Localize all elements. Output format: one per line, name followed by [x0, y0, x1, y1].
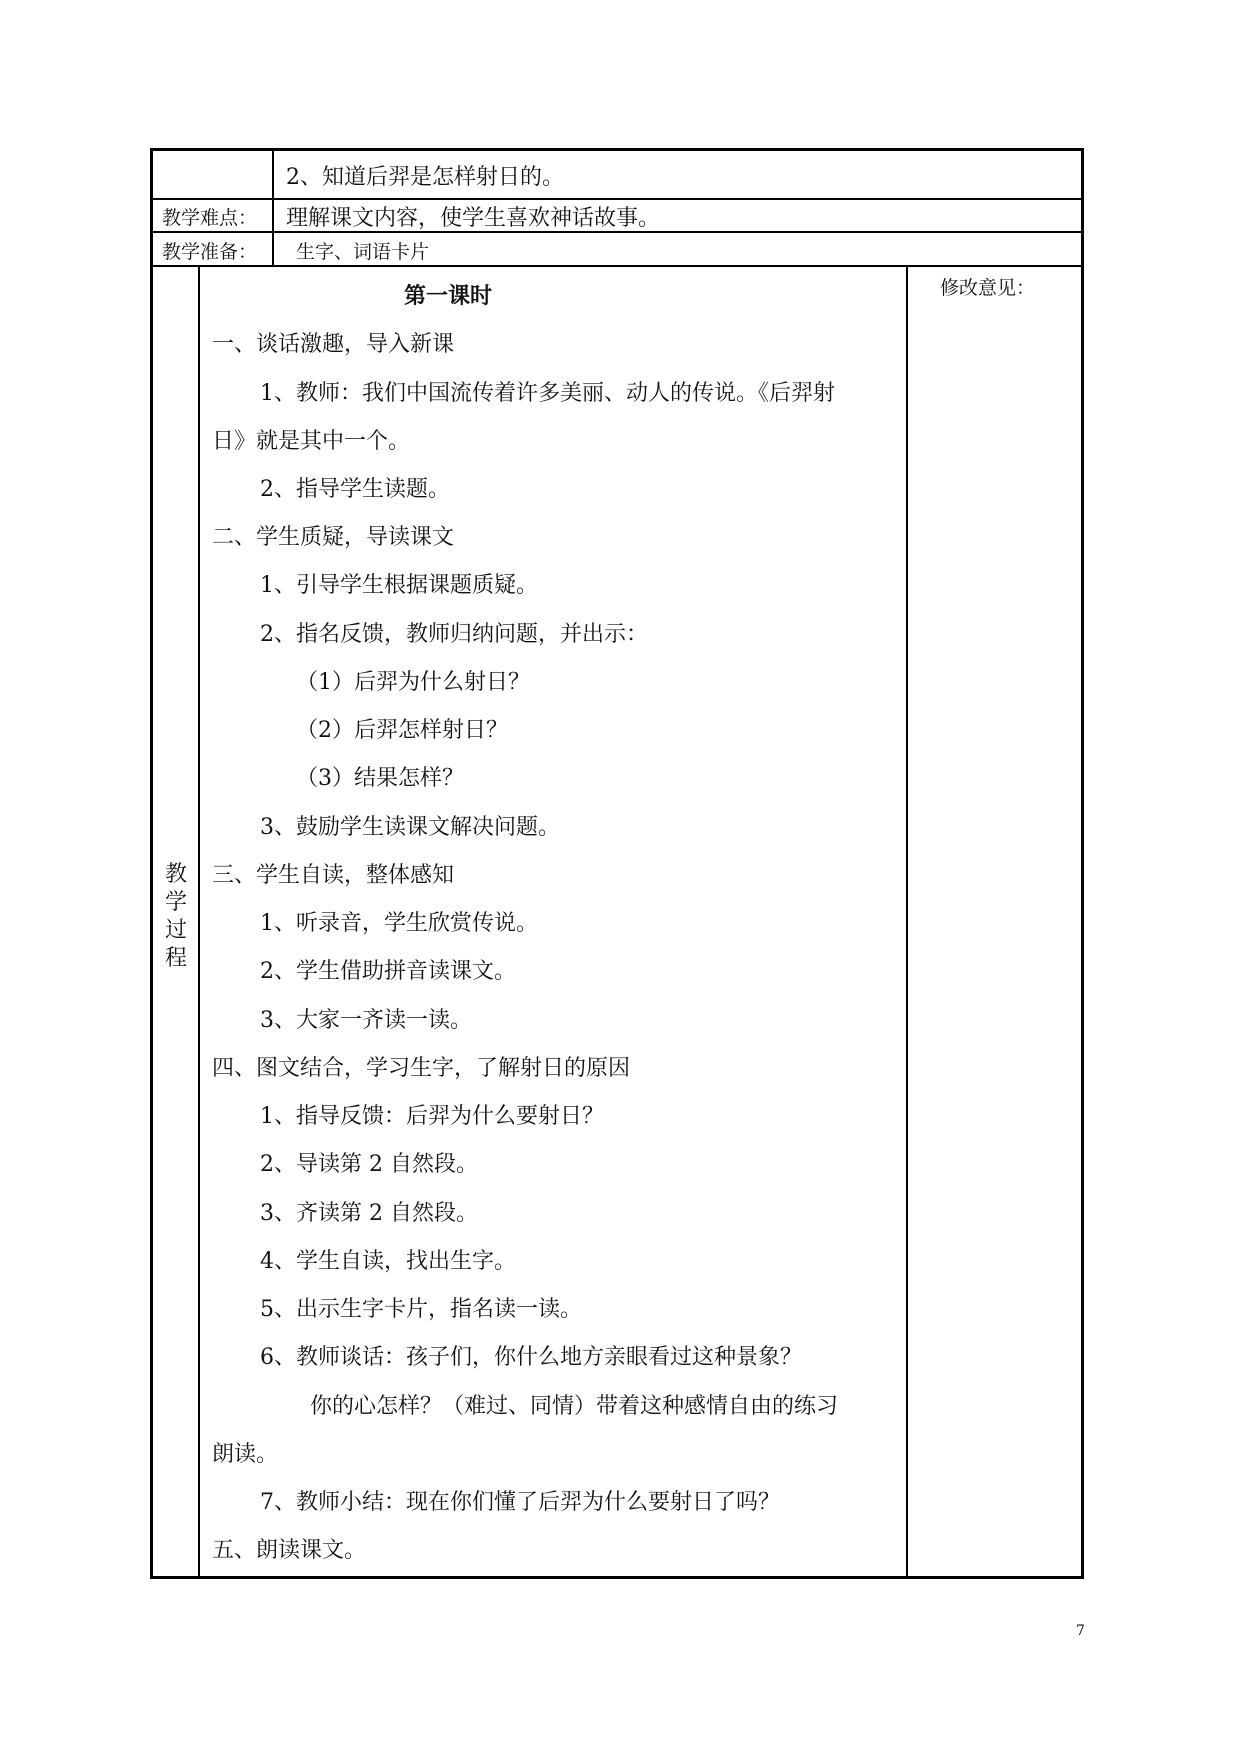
process-label-char: 教	[164, 862, 187, 887]
process-line: 1、听录音，学生欣赏传说。	[260, 911, 538, 936]
objective-item-2: 2、知道后羿是怎样射日的。	[286, 165, 564, 190]
process-label-char: 学	[164, 890, 187, 915]
process-line: 7、教师小结：现在你们懂了后羿为什么要射日了吗？	[260, 1490, 780, 1515]
preparation-label: 教学准备：	[162, 241, 258, 263]
question-item: （1）后羿为什么射日？	[296, 670, 530, 695]
process-line: 2、导读第 2 自然段。	[260, 1152, 478, 1177]
table-right-border	[1081, 148, 1084, 1579]
process-line: 1、引导学生根据课题质疑。	[260, 573, 538, 598]
process-line: 1、指导反馈：后羿为什么要射日？	[260, 1104, 604, 1129]
process-label-char: 过	[164, 918, 187, 943]
process-line: 3、齐读第 2 自然段。	[260, 1201, 478, 1226]
row-divider-3	[152, 265, 1084, 267]
process-line: 2、指名反馈，教师归纳问题，并出示：	[260, 622, 648, 647]
process-line: 2、学生借助拼音读课文。	[260, 959, 516, 984]
section-heading: 四、图文结合，学习生字，了解射日的原因	[212, 1056, 631, 1081]
process-line: 2、指导学生读题。	[260, 477, 450, 502]
preparation-text: 生字、词语卡片	[296, 241, 430, 263]
table-top-border	[152, 148, 1084, 151]
section-heading: 五、朗读课文。	[212, 1538, 367, 1563]
process-line: 3、大家一齐读一读。	[260, 1008, 472, 1033]
table-bottom-border	[152, 1576, 1084, 1579]
row-divider-1	[152, 198, 1084, 200]
process-line: 4、学生自读，找出生字。	[260, 1249, 516, 1274]
difficulty-label: 教学难点：	[162, 207, 258, 229]
label-column-divider	[272, 148, 274, 266]
question-item: （2）后羿怎样射日？	[296, 718, 508, 743]
section-heading: 二、学生质疑，导读课文	[212, 525, 455, 550]
process-label-char: 程	[164, 946, 187, 971]
section-heading: 一、谈话激趣，导入新课	[212, 332, 455, 357]
page-number: 7	[1076, 1623, 1085, 1639]
process-line: 5、出示生字卡片，指名读一读。	[260, 1297, 582, 1322]
revision-column-divider	[906, 266, 908, 1577]
table-left-border	[150, 148, 153, 1579]
lesson-title: 第一课时	[404, 283, 493, 309]
process-line: 6、教师谈话：孩子们，你什么地方亲眼看过这种景象？	[260, 1345, 802, 1370]
difficulty-text: 理解课文内容，使学生喜欢神话故事。	[286, 206, 661, 231]
process-line: 日》就是其中一个。	[212, 429, 411, 454]
process-label-divider	[198, 266, 200, 1577]
section-heading: 三、学生自读，整体感知	[212, 863, 455, 888]
process-line: 你的心怎样？（难过、同情）带着这种感情自由的练习	[310, 1394, 839, 1419]
process-line: 3、鼓励学生读课文解决问题。	[260, 815, 560, 840]
question-item: （3）结果怎样？	[296, 766, 464, 791]
process-line: 1、教师：我们中国流传着许多美丽、动人的传说。《后羿射	[260, 381, 835, 406]
revision-label: 修改意见：	[940, 277, 1036, 299]
process-line: 朗读。	[212, 1442, 279, 1467]
